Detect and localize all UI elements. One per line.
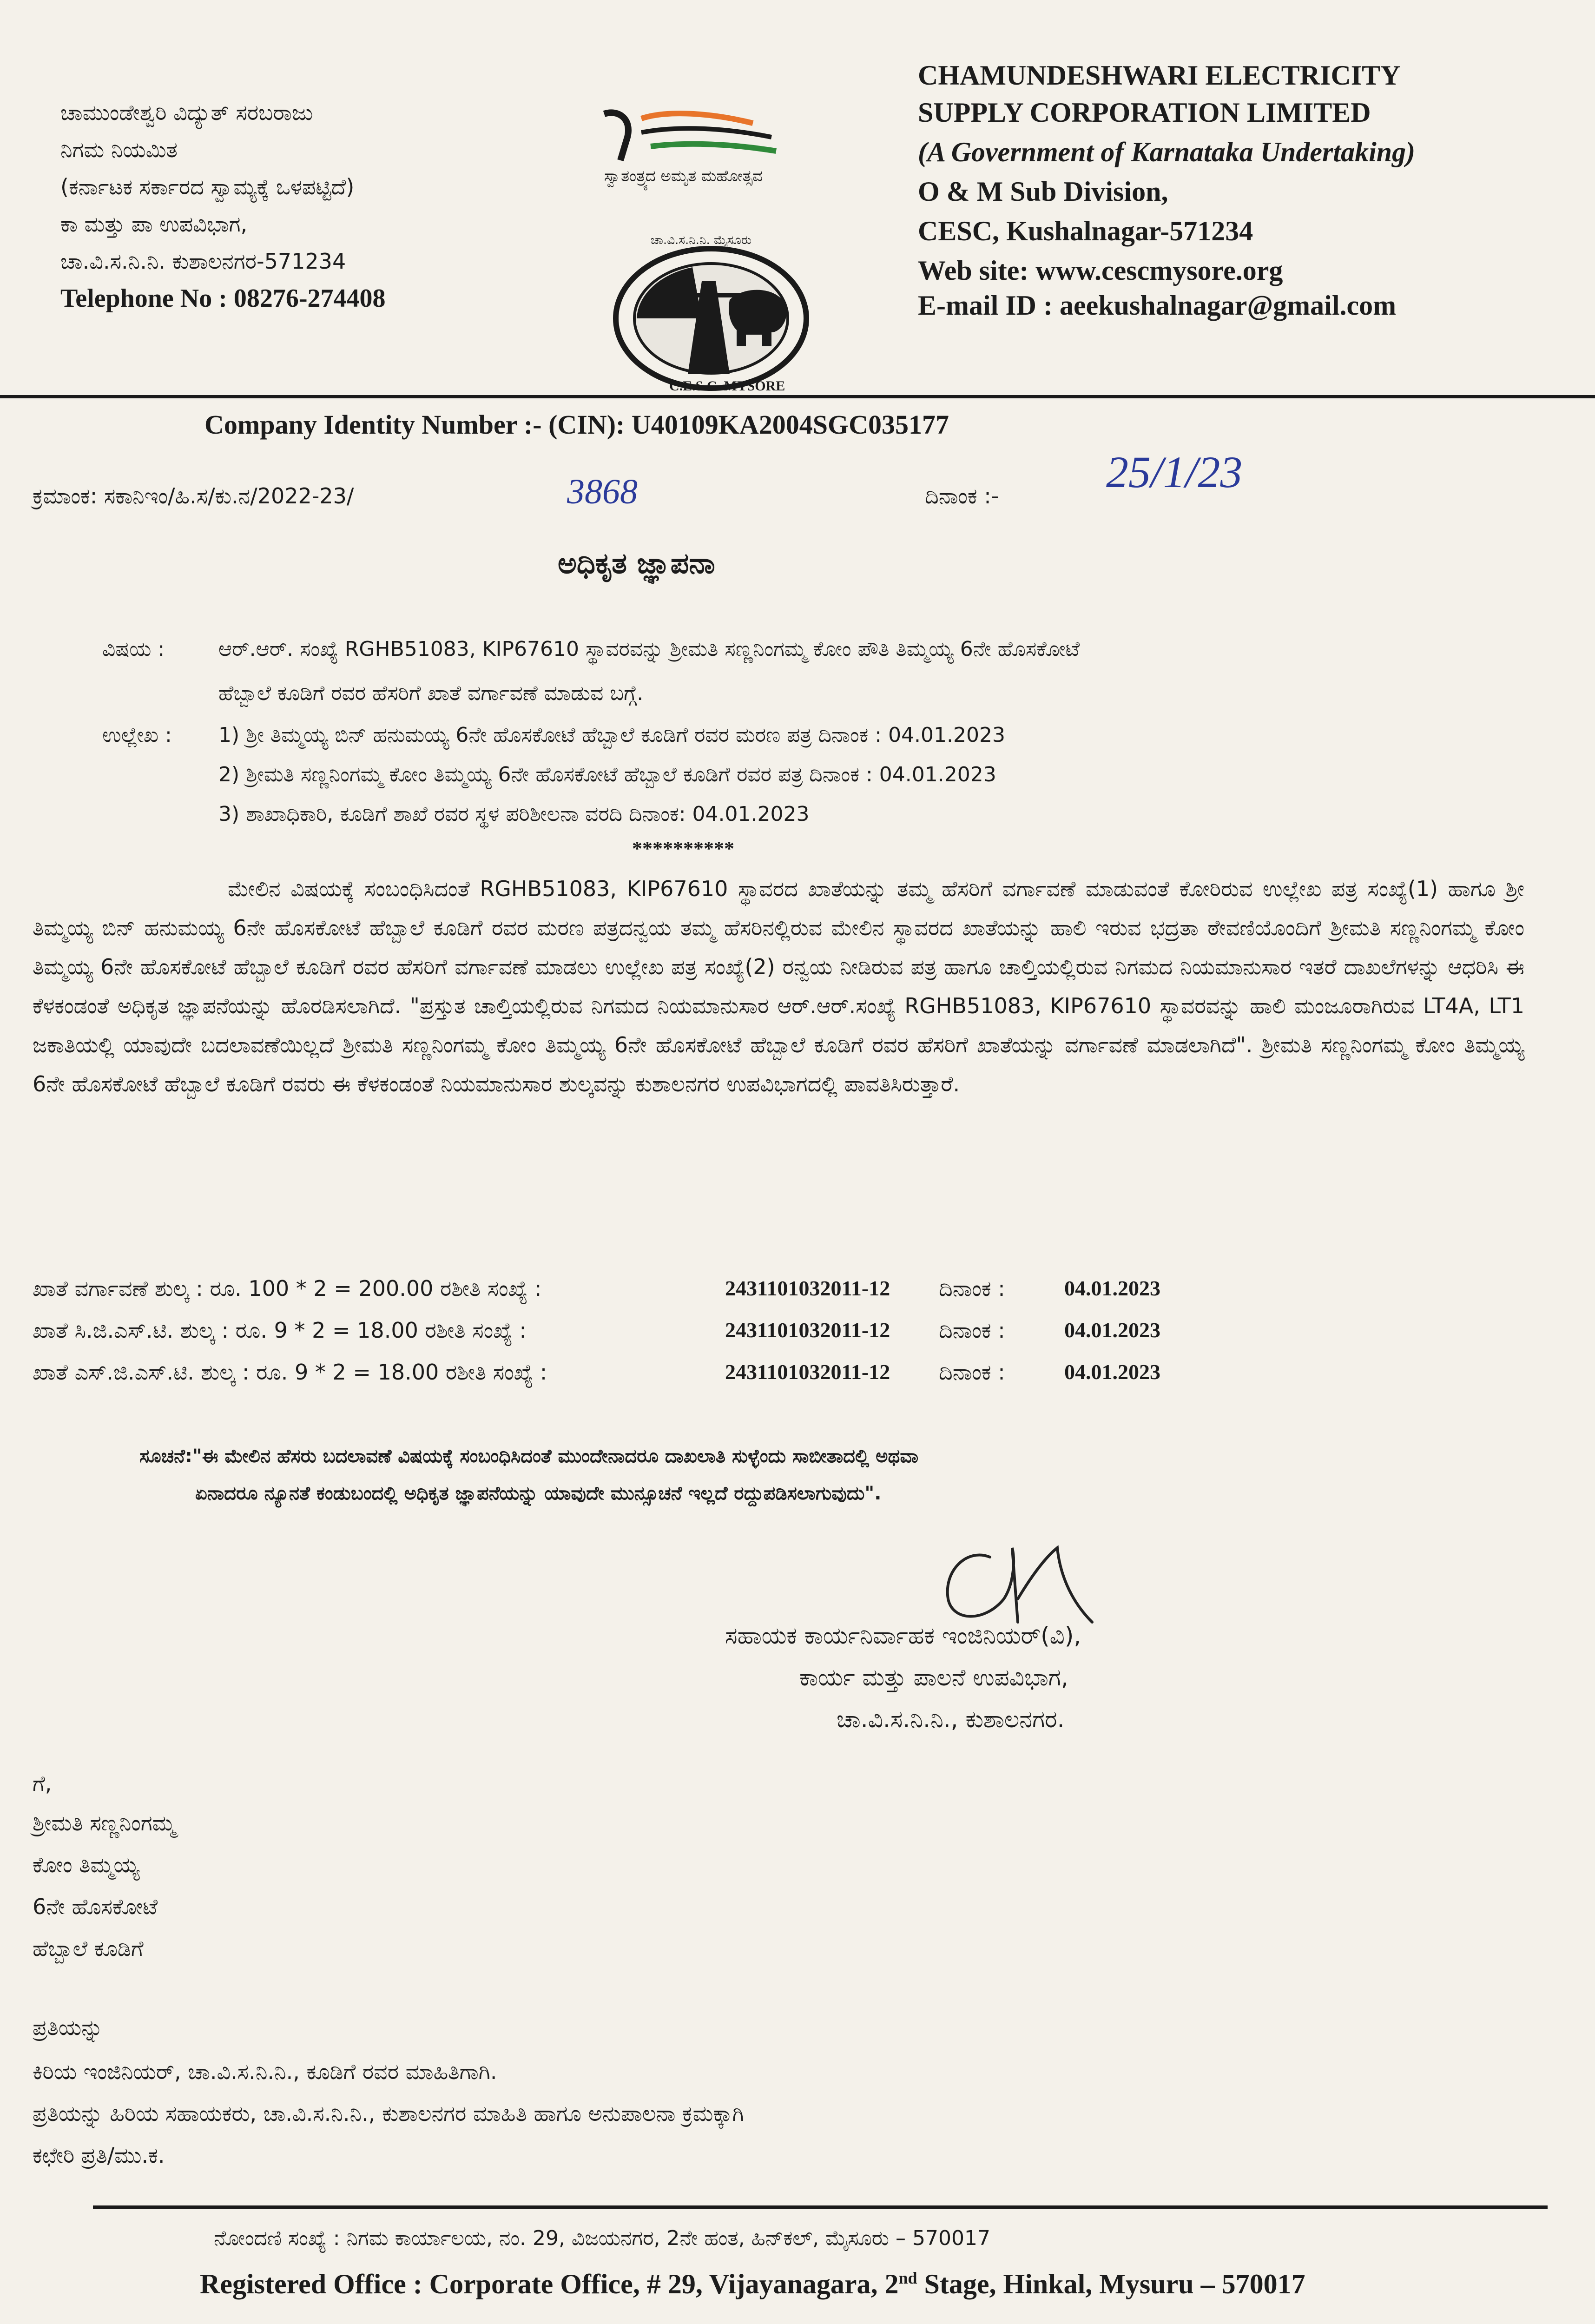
website: Web site: www.cescmysore.org — [918, 255, 1283, 286]
references-label: ಉಲ್ಲೇಖ : — [102, 723, 172, 747]
subject-label: ವಿಷಯ : — [102, 637, 165, 661]
footer-kannada-address: ನೋಂದಣಿ ಸಂಖ್ಯೆ : ನಿಗಮ ಕಾರ್ಯಾಲಯ, ನಂ. 29, ವಿಜಯನಗರ, 2ನೇ ಹಂತ, ಹಿನ್‌ಕಲ್, ಮೈಸೂರು – 570017 — [214, 2226, 990, 2250]
footer-rule — [93, 2205, 1548, 2209]
header-rule — [0, 395, 1595, 398]
address-kannada: ಚಾ.ವಿ.ಸ.ನಿ.ನಿ. ಕುಶಾಲನಗರ-571234 — [60, 249, 346, 274]
org-name-kannada-line1: ಚಾಮುಂಡೇಶ್ವರಿ ವಿದ್ಯುತ್ ಸರಬರಾಜು — [60, 100, 313, 125]
email: E-mail ID : aeekushalnagar@gmail.com — [918, 290, 1397, 321]
address-english: CESC, Kushalnagar-571234 — [918, 216, 1253, 246]
reference-item-2: 2) ಶ್ರೀಮತಿ ಸಣ್ಣನಿಂಗಮ್ಮ ಕೋಂ ತಿಮ್ಮಯ್ಯ 6ನೇ ಹೊಸಕೋಟೆ ಹೆಬ್ಬಾಲೆ ಕೂಡಿಗೆ ರವರ ಪತ್ರ ದಿನಾಂಕ : 04.01.2023 — [218, 763, 996, 786]
signatory-designation: ಸಹಾಯಕ ಕಾರ್ಯನಿರ್ವಾಹಕ ಇಂಜಿನಿಯರ್(ವಿ), — [725, 1622, 1081, 1649]
logo-top-text: ಸ್ವಾತಂತ್ರ್ಯದ ಅಮೃತ ಮಹೋತ್ಸವ — [604, 167, 763, 185]
copy-line: ಕಿರಿಯ ಇಂಜಿನಿಯರ್, ಚಾ.ವಿ.ಸ.ನಿ.ನಿ., ಕೂಡಿಗೆ ರವರ ಮಾಹಿತಿಗಾಗಿ. — [33, 2059, 497, 2084]
org-govt-kannada: (ಕರ್ನಾಟಕ ಸರ್ಕಾರದ ಸ್ವಾಮ್ಯಕ್ಕೆ ಒಳಪಟ್ಟಿದೆ) — [60, 174, 355, 199]
org-name-english-line1: CHAMUNDESHWARI ELECTRICITY — [918, 60, 1401, 91]
fee-date-label: ದಿನಾಂಕ : — [939, 1360, 1005, 1385]
fee-date: 04.01.2023 — [1064, 1276, 1160, 1300]
copy-line: ಕಛೇರಿ ಪ್ರತಿ/ಮು.ಕ. — [33, 2143, 165, 2168]
reference-number-label: ಕ್ರಮಾಂಕ: ಸಕಾನಿಇಂ/ಹಿ.ಸ/ಕು.ನ/2022-23/ — [33, 483, 354, 508]
footer-english-sup: nd — [898, 2269, 917, 2287]
copy-line: ಪ್ರತಿಯನ್ನು ಹಿರಿಯ ಸಹಾಯಕರು, ಚಾ.ವಿ.ಸ.ನಿ.ನಿ., ಕುಶಾಲನಗರ ಮಾಹಿತಿ ಹಾಗೂ ಅನುಪಾಲನಾ ಕ್ರಮಕ್ಕಾಗಿ — [33, 2101, 744, 2126]
date-handwritten: 25/1/23 — [1106, 447, 1243, 497]
fee-date-label: ದಿನಾಂಕ : — [939, 1318, 1005, 1343]
fee-receipt: 2431101032011-12 — [725, 1360, 890, 1384]
footer-english-prefix: Registered Office : Corporate Office, # 29, Vijayanagara, 2 — [200, 2269, 899, 2299]
signatory-address: ಚಾ.ವಿ.ಸ.ನಿ.ನಿ., ಕುಶಾಲನಗರ. — [837, 1706, 1065, 1733]
fee-date-label: ದಿನಾಂಕ : — [939, 1276, 1005, 1301]
cin-number: Company Identity Number :- (CIN): U40109KA2004SGC035177 — [204, 409, 949, 440]
recipient-line: ಕೋಂ ತಿಮ್ಮಯ್ಯ — [33, 1852, 140, 1877]
cesc-logo — [576, 100, 837, 397]
reference-number-handwritten: 3868 — [567, 472, 638, 511]
logo-bottom-text: C.E.S.C. MYSORE — [669, 378, 785, 394]
fee-date: 04.01.2023 — [1064, 1318, 1160, 1342]
org-name-kannada-line2: ನಿಗಮ ನಿಯಮಿತ — [60, 137, 178, 162]
note-line1: ಸೂಚನೆ:"ಈ ಮೇಲಿನ ಹೆಸರು ಬದಲಾವಣೆ ವಿಷಯಕ್ಕೆ ಸಂಬಂಧಿಸಿದಂತೆ ಮುಂದೇನಾದರೂ ದಾಖಲಾತಿ ಸುಳ್ಳೆಂದು ಸಾಬೀತಾದಲ್ಲಿ ಅಥವಾ — [139, 1446, 919, 1467]
fee-label: ಖಾತೆ ಸಿ.ಜಿ.ಎಸ್.ಟಿ. ಶುಲ್ಕ : ರೂ. 9 * 2 = 18.00 ರಶೀತಿ ಸಂಖ್ಯೆ : — [33, 1318, 527, 1343]
to-label: ಗೆ, — [33, 1771, 52, 1796]
recipient-line: ಹೆಬ್ಬಾಲೆ ಕೂಡಿಗೆ — [33, 1936, 144, 1961]
signatory-office: ಕಾರ್ಯ ಮತ್ತು ಪಾಲನೆ ಉಪವಿಭಾಗ, — [799, 1664, 1068, 1691]
telephone: Telephone No : 08276-274408 — [60, 284, 386, 313]
org-govt-english: (A Government of Karnataka Undertaking) — [918, 137, 1416, 167]
recipient-line: ಶ್ರೀಮತಿ ಸಣ್ಣನಿಂಗಮ್ಮ — [33, 1810, 176, 1835]
document-title: ಅಧಿಕೃತ ಜ್ಞಾಪನಾ — [558, 546, 715, 580]
copy-label: ಪ್ರತಿಯನ್ನು — [33, 2015, 103, 2040]
subject-line2: ಹೆಬ್ಬಾಲೆ ಕೂಡಿಗೆ ರವರ ಹೆಸರಿಗೆ ಖಾತೆ ವರ್ಗಾವಣೆ ಮಾಡುವ ಬಗ್ಗೆ. — [218, 681, 644, 705]
footer-english-address — [200, 2268, 1305, 2300]
separator-stars: ********** — [632, 837, 734, 860]
footer-english-suffix: Stage, Hinkal, Mysuru – 570017 — [917, 2269, 1305, 2299]
fee-date: 04.01.2023 — [1064, 1360, 1160, 1384]
fee-receipt: 2431101032011-12 — [725, 1276, 890, 1300]
reference-item-3: 3) ಶಾಖಾಧಿಕಾರಿ, ಕೂಡಿಗೆ ಶಾಖೆ ರವರ ಸ್ಥಳ ಪರಿಶೀಲನಾ ವರದಿ ದಿನಾಂಕ: 04.01.2023 — [218, 802, 810, 826]
subject-line1: ಆರ್.ಆರ್. ಸಂಖ್ಯೆ RGHB51083, KIP67610 ಸ್ಥಾವರವನ್ನು ಶ್ರೀಮತಿ ಸಣ್ಣನಿಂಗಮ್ಮ ಕೋಂ ಪೌತಿ ತಿಮ್ಮಯ್ಯ 6ನೇ ಹೊಸಕೋಟೆ — [218, 637, 1080, 661]
fee-label: ಖಾತೆ ಎಸ್.ಜಿ.ಎಸ್.ಟಿ. ಶುಲ್ಕ : ರೂ. 9 * 2 = 18.00 ರಶೀತಿ ಸಂಖ್ಯೆ : — [33, 1360, 547, 1385]
subdivision-english: O & M Sub Division, — [918, 176, 1168, 207]
date-label: ದಿನಾಂಕ :- — [925, 483, 999, 508]
subdivision-kannada: ಕಾ ಮತ್ತು ಪಾ ಉಪವಿಭಾಗ, — [60, 211, 248, 237]
fee-label: ಖಾತೆ ವರ್ಗಾವಣೆ ಶುಲ್ಕ : ರೂ. 100 * 2 = 200.00 ರಶೀತಿ ಸಂಖ್ಯೆ : — [33, 1276, 542, 1301]
fee-receipt: 2431101032011-12 — [725, 1318, 890, 1342]
reference-item-1: 1) ಶ್ರೀ ತಿಮ್ಮಯ್ಯ ಬಿನ್ ಹನುಮಯ್ಯ 6ನೇ ಹೊಸಕೋಟೆ ಹೆಬ್ಬಾಲೆ ಕೂಡಿಗೆ ರವರ ಮರಣ ಪತ್ರ ದಿನಾಂಕ : 04.01.2023 — [218, 723, 1005, 747]
org-name-english-line2: SUPPLY CORPORATION LIMITED — [918, 97, 1371, 128]
logo-graphic — [576, 100, 837, 397]
logo-ring-text: ಚಾ.ವಿ.ಸ.ನಿ.ನಿ. ಮೈಸೂರು — [651, 233, 751, 247]
note-line2: ಏನಾದರೂ ನ್ಯೂನತೆ ಕಂಡುಬಂದಲ್ಲಿ ಅಧಿಕೃತ ಜ್ಞಾಪನೆಯನ್ನು ಯಾವುದೇ ಮುನ್ಸೂಚನೆ ಇಲ್ಲದೆ ರದ್ದುಪಡಿಸಲಾಗುವುದು". — [195, 1483, 882, 1504]
recipient-line: 6ನೇ ಹೊಸಕೋಟೆ — [33, 1894, 158, 1919]
body-paragraph: ಮೇಲಿನ ವಿಷಯಕ್ಕೆ ಸಂಬಂಧಿಸಿದಂತೆ RGHB51083, KIP67610 ಸ್ಥಾವರದ ಖಾತೆಯನ್ನು ತಮ್ಮ ಹೆಸರಿಗೆ ವರ್ಗಾವಣೆ ಮಾಡುವಂತೆ ಕೋರಿರುವ ಉಲ್ಲೇಖ ಪತ್ರ ಸಂಖ್ಯೆ(1) ಹಾಗೂ ಶ್ರೀ ತಿಮ್ಮಯ್ಯ ಬಿನ್ ಹನುಮಯ್ಯ 6ನೇ ಹೊಸಕೋಟೆ ಹೆಬ್ಬಾಲೆ ಕೂಡಿಗೆ ರವರ ಮರಣ ಪತ್ರದನ್ವಯ ತಮ್ಮ ಹೆಸರಿನಲ್ಲಿರುವ ಮೇಲಿನ ಸ್ಥಾವರದ ಖಾತೆಯನ್ನು ಹಾಲಿ ಇರುವ ಭದ್ರತಾ ಠೇವಣಿಯೊಂದಿಗೆ ಶ್ರೀಮತಿ ಸಣ್ಣನಿಂಗಮ್ಮ ಕೋಂ ತಿಮ್ಮಯ್ಯ 6ನೇ ಹೊಸಕೋಟೆ ಹೆಬ್ಬಾಲೆ ಕೂಡಿಗೆ ರವರ ಹೆಸರಿಗೆ ವರ್ಗಾವಣೆ ಮಾಡಲು ಉಲ್ಲೇಖ ಪತ್ರ ಸಂಖ್ಯೆ(2) ರನ್ವಯ ನೀಡಿರುವ ಪತ್ರ ಹಾಗೂ ಚಾಲ್ತಿಯಲ್ಲಿರುವ ನಿಗಮದ ನಿಯಮಾನುಸಾರ ಇತರೆ ದಾಖಲೆಗಳನ್ನು ಆಧರಿಸಿ ಈ ಕೆಳಕಂಡಂತೆ ಅಧಿಕೃತ ಜ್ಞಾಪನೆಯನ್ನು ಹೊರಡಿಸಲಾಗಿದೆ. "ಪ್ರಸ್ತುತ ಚಾಲ್ತಿಯಲ್ಲಿರುವ ನಿಗಮದ ನಿಯಮಾನುಸಾರ ಆರ್.ಆರ್.ಸಂಖ್ಯೆ RGHB51083, KIP67610 ಸ್ಥಾವರವನ್ನು ಹಾಲಿ ಮಂಜೂರಾಗಿರುವ LT4A, LT1 ಜಕಾತಿಯಲ್ಲಿ ಯಾವುದೇ ಬದಲಾವಣೆಯಿಲ್ಲದೆ ಶ್ರೀಮತಿ ಸಣ್ಣನಿಂಗಮ್ಮ ಕೋಂ ತಿಮ್ಮಯ್ಯ 6ನೇ ಹೊಸಕೋಟೆ ಹೆಬ್ಬಾಲೆ ಕೂಡಿಗೆ ರವರ ಹೆಸರಿಗೆ ಖಾತೆಯನ್ನು ವರ್ಗಾವಣೆ ಮಾಡಲಾಗಿದೆ". ಶ್ರೀಮತಿ ಸಣ್ಣನಿಂಗಮ್ಮ ಕೋಂ ತಿಮ್ಮಯ್ಯ 6ನೇ ಹೊಸಕೋಟೆ ಹೆಬ್ಬಾಲೆ ಕೂಡಿಗೆ ರವರು ಈ ಕೆಳಕಂಡಂತೆ ನಿಯಮಾನುಸಾರ ಶುಲ್ಕವನ್ನು ಕುಶಾಲನಗರ ಉಪವಿಭಾಗದಲ್ಲಿ ಪಾವತಿಸಿರುತ್ತಾರೆ. — [33, 876, 1524, 1096]
signature-mark — [934, 1529, 1129, 1631]
